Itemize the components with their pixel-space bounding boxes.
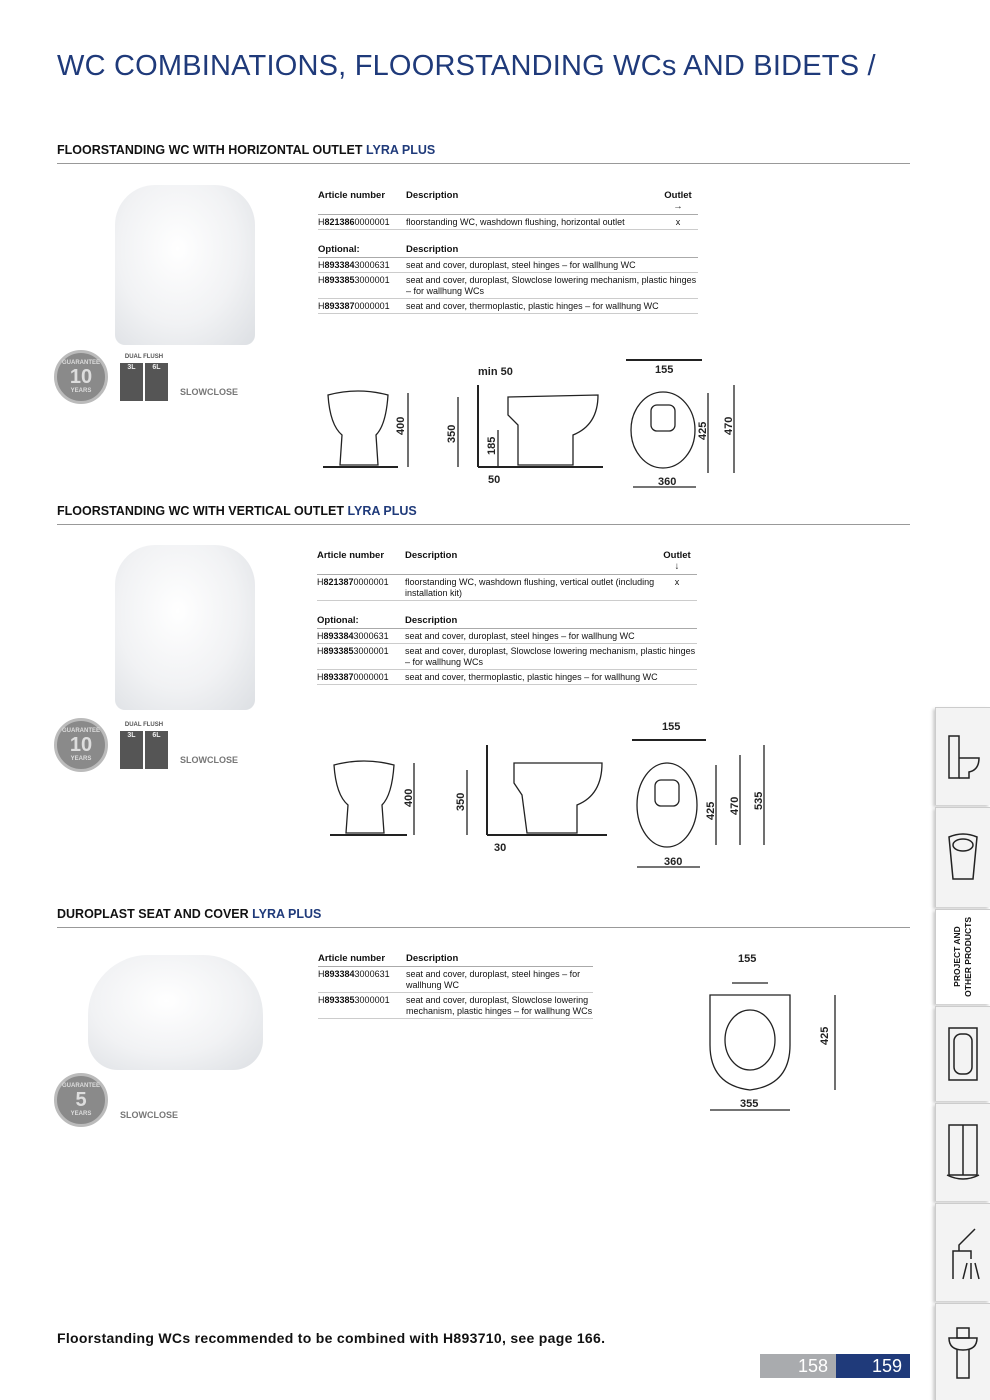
- outlet-label: Outlet: [663, 550, 691, 561]
- article-prefix: H: [318, 301, 325, 311]
- row-description: seat and cover, duroplast, steel hinges – for wallhung WC: [406, 260, 636, 270]
- article-prefix: H: [318, 995, 325, 1005]
- guarantee-years-number: 5: [75, 1088, 87, 1111]
- flush-boxes: [120, 363, 168, 401]
- article-suffix: 3000001: [354, 275, 390, 285]
- tab-label-line-2: OTHER PRODUCTS: [963, 917, 973, 997]
- slowclose-badge: SLOWCLOSE: [120, 1110, 178, 1120]
- optional-row: [318, 299, 698, 314]
- column-header-article: Article number: [317, 550, 385, 561]
- dim-top-base: 355: [740, 1098, 759, 1110]
- faucet-icon: [945, 1223, 981, 1283]
- article-number: [318, 275, 406, 297]
- article-prefix: H: [317, 646, 324, 656]
- column-header-article: Article number: [318, 190, 386, 201]
- section-divider: [57, 524, 910, 525]
- guarantee-top: GUARANTEE: [61, 1082, 100, 1089]
- article-number: [318, 301, 406, 312]
- article-code: 893384: [324, 260, 355, 270]
- optional-description-header: Description: [406, 244, 459, 255]
- heading-accent: LYRA PLUS: [347, 504, 417, 518]
- section-divider: [57, 163, 910, 164]
- article-suffix: 3000631: [353, 631, 389, 641]
- dim-top-h2: 470: [723, 416, 735, 435]
- heading-text: DUROPLAST SEAT AND COVER: [57, 907, 253, 921]
- optional-row: [318, 273, 698, 299]
- article-code: 821386: [324, 217, 355, 227]
- shower-enclosure-icon: [945, 1123, 981, 1183]
- dim-top-h2: 470: [729, 796, 741, 815]
- article-number: [318, 260, 406, 271]
- dim-side-base: 30: [494, 842, 507, 854]
- optional-row: [317, 670, 697, 685]
- feature-badges: [54, 1073, 178, 1127]
- row-description: floorstanding WC, washdown flushing, horizontal outlet: [406, 217, 625, 227]
- column-header-outlet: [658, 190, 698, 212]
- article-prefix: H: [318, 217, 325, 227]
- article-number: [318, 969, 406, 991]
- technical-drawing-horizontal: [318, 355, 768, 495]
- row-description: seat and cover, duroplast, steel hinges – for wallhung WC: [406, 969, 581, 990]
- row-outlet: x: [674, 577, 680, 587]
- flush-large-drop-icon: 6L: [145, 731, 168, 769]
- product-photo-wc-vertical: [115, 545, 255, 710]
- dual-flush-label: DUAL FLUSH: [124, 722, 164, 728]
- column-header-description: Description: [406, 953, 459, 964]
- side-tab-shower-enclosures[interactable]: [935, 1103, 990, 1201]
- article-prefix: H: [318, 275, 325, 285]
- optional-row: [317, 629, 697, 644]
- slowclose-badge: SLOWCLOSE: [180, 755, 238, 765]
- article-number: [317, 577, 405, 599]
- heading-text: FLOORSTANDING WC WITH VERTICAL OUTLET: [57, 504, 348, 518]
- page-number-left: 158: [760, 1354, 836, 1378]
- column-header-outlet: [657, 550, 697, 572]
- dual-flush-label: DUAL FLUSH: [124, 354, 164, 360]
- row-description: seat and cover, thermoplastic, plastic hinges – for wallhung WC: [405, 672, 658, 682]
- flush-large-drop-icon: 6L: [145, 363, 168, 401]
- dim-top-width: 155: [738, 953, 757, 965]
- article-suffix: 3000631: [354, 260, 390, 270]
- washbasin-icon: [945, 1322, 981, 1382]
- article-suffix: 0000001: [353, 672, 389, 682]
- spacer: [317, 601, 697, 615]
- article-suffix: 0000001: [354, 301, 390, 311]
- guarantee-bottom: YEARS: [70, 387, 92, 394]
- section-divider: [57, 927, 910, 928]
- table-row: [317, 575, 697, 601]
- optional-header: [318, 244, 698, 258]
- article-code: 893387: [324, 301, 355, 311]
- technical-drawing-seat: [700, 945, 860, 1115]
- column-header-description: Description: [405, 550, 458, 561]
- article-number: [318, 217, 406, 228]
- optional-row: [318, 258, 698, 273]
- side-tab-washbasins[interactable]: [935, 1303, 990, 1400]
- dim-side-height: 350: [446, 424, 458, 443]
- side-tab-urinals[interactable]: [935, 807, 990, 907]
- flush-small-drop-icon: 3L: [120, 363, 143, 401]
- row-description: seat and cover, duroplast, Slowclose lowering mechanism, plastic hinges – for wallhung WCs: [406, 995, 593, 1016]
- section-heading-seat-cover: [57, 907, 321, 921]
- page-title: WC COMBINATIONS, FLOORSTANDING WCs AND BIDETS /: [57, 50, 876, 82]
- heading-accent: LYRA PLUS: [252, 907, 322, 921]
- article-suffix: 3000001: [353, 646, 389, 656]
- optional-label: Optional:: [318, 244, 360, 255]
- optional-header: [317, 615, 697, 629]
- section-heading-vertical-outlet: [57, 504, 417, 518]
- table-row: [318, 967, 593, 993]
- urinal-icon: [945, 831, 981, 885]
- product-photo-seat-cover: [88, 955, 263, 1070]
- tab-label-line-1: PROJECT AND: [952, 926, 962, 988]
- arrow-down-icon: ↓: [674, 561, 680, 572]
- table-row: [318, 215, 698, 230]
- dim-top-h3: 535: [753, 791, 765, 810]
- feature-badges: [54, 350, 238, 404]
- article-suffix: 0000001: [353, 577, 389, 587]
- article-number: [318, 995, 406, 1017]
- article-number: [317, 646, 405, 668]
- dim-side-height: 350: [455, 792, 467, 811]
- dim-top-h1: 425: [705, 801, 717, 820]
- table-header: [318, 953, 593, 967]
- dual-flush-badge: [120, 721, 168, 769]
- article-prefix: H: [318, 969, 325, 979]
- heading-text: FLOORSTANDING WC WITH HORIZONTAL OUTLET: [57, 143, 366, 157]
- spacer: [318, 230, 698, 244]
- side-tab-bathtubs[interactable]: [935, 1006, 990, 1101]
- guarantee-badge: [54, 350, 108, 404]
- product-photo-wc-horizontal: [115, 185, 255, 345]
- page-number-right: 159: [836, 1354, 910, 1378]
- row-description: seat and cover, duroplast, steel hinges – for wallhung WC: [405, 631, 635, 641]
- article-table-horizontal: [318, 190, 698, 314]
- heading-accent: LYRA PLUS: [366, 143, 436, 157]
- article-code: 893385: [324, 995, 355, 1005]
- dim-top-width: 155: [655, 364, 674, 376]
- side-tab-faucets[interactable]: [935, 1203, 990, 1301]
- optional-description-header: Description: [405, 615, 458, 626]
- guarantee-badge: [54, 1073, 108, 1127]
- article-table-seat-cover: [318, 953, 593, 1019]
- guarantee-top: GUARANTEE: [61, 727, 100, 734]
- side-tab-project-products[interactable]: [935, 909, 990, 1004]
- article-prefix: H: [318, 260, 325, 270]
- dim-front-height: 400: [403, 788, 415, 807]
- article-prefix: H: [317, 672, 324, 682]
- article-suffix: 0000001: [354, 217, 390, 227]
- dim-side-min: min 50: [478, 366, 513, 378]
- article-code: 893385: [324, 275, 355, 285]
- flush-small-drop-icon: 3L: [120, 731, 143, 769]
- table-header: [317, 550, 697, 575]
- optional-label: Optional:: [317, 615, 359, 626]
- article-number: [317, 631, 405, 642]
- row-description: seat and cover, duroplast, Slowclose lowering mechanism, plastic hinges – for wallhung WCs: [406, 275, 697, 296]
- article-prefix: H: [317, 577, 324, 587]
- guarantee-top: GUARANTEE: [61, 359, 100, 366]
- article-code: 893387: [323, 672, 354, 682]
- table-row: [318, 993, 593, 1019]
- dim-side-base: 50: [488, 474, 501, 486]
- dim-side-inner: 185: [486, 436, 498, 455]
- flush-boxes: [120, 731, 168, 769]
- side-tab-wc-combinations[interactable]: [935, 707, 990, 805]
- guarantee-badge: [54, 718, 108, 772]
- outlet-label: Outlet: [664, 190, 692, 201]
- footer-note: Floorstanding WCs recommended to be combined with H893710, see page 166.: [57, 1330, 606, 1346]
- dual-flush-badge: [120, 353, 168, 401]
- row-description: seat and cover, thermoplastic, plastic hinges – for wallhung WC: [406, 301, 659, 311]
- dim-top-h1: 425: [697, 421, 709, 440]
- dim-top-base: 360: [664, 856, 683, 868]
- arrow-right-icon: →: [673, 201, 683, 212]
- row-description: seat and cover, duroplast, Slowclose lowering mechanism, plastic hinges – for wallhung WCs: [405, 646, 696, 667]
- article-suffix: 3000001: [354, 995, 390, 1005]
- tab-label: [952, 917, 974, 997]
- bathtub-icon: [945, 1026, 981, 1082]
- guarantee-bottom: YEARS: [70, 1110, 92, 1117]
- article-code: 893384: [323, 631, 354, 641]
- wc-combination-icon: [945, 732, 981, 782]
- column-header-description: Description: [406, 190, 459, 201]
- article-code: 893385: [323, 646, 354, 656]
- article-prefix: H: [317, 631, 324, 641]
- guarantee-years-number: 10: [69, 365, 93, 388]
- guarantee-years-number: 10: [69, 733, 93, 756]
- article-code: 821387: [323, 577, 354, 587]
- optional-row: [317, 644, 697, 670]
- guarantee-bottom: YEARS: [70, 755, 92, 762]
- section-heading-horizontal-outlet: [57, 143, 435, 157]
- article-suffix: 3000631: [354, 969, 390, 979]
- feature-badges: [54, 718, 238, 772]
- article-number: [317, 672, 405, 683]
- dim-top-base: 360: [658, 476, 677, 488]
- technical-drawing-vertical: [322, 715, 792, 875]
- dim-top-width: 155: [662, 721, 681, 733]
- row-outlet: x: [675, 217, 681, 227]
- column-header-article: Article number: [318, 953, 386, 964]
- article-table-vertical: [317, 550, 697, 685]
- slowclose-badge: SLOWCLOSE: [180, 387, 238, 397]
- article-code: 893384: [324, 969, 355, 979]
- dim-top-height: 425: [819, 1026, 831, 1045]
- table-header: [318, 190, 698, 215]
- dim-front-height: 400: [395, 416, 407, 435]
- row-description: floorstanding WC, washdown flushing, vertical outlet (including installation kit): [405, 577, 655, 598]
